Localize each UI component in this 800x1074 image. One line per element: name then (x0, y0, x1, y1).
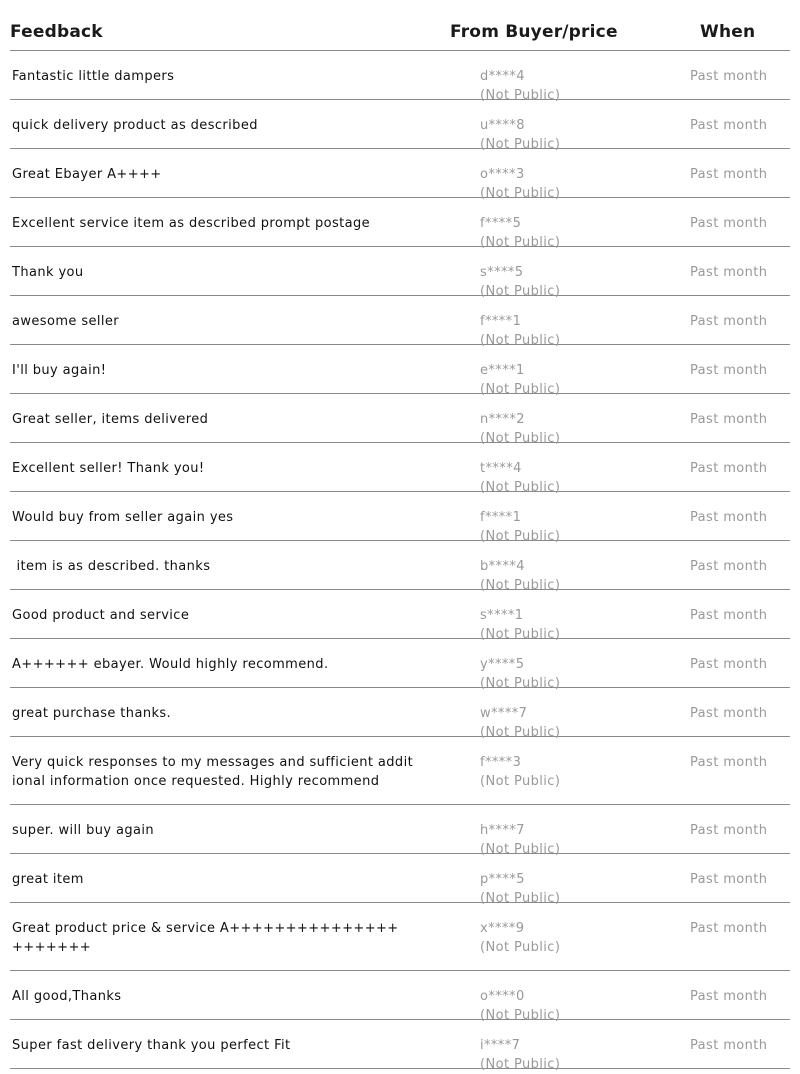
buyer-visibility: (Not Public) (480, 774, 561, 789)
buyer-visibility: (Not Public) (480, 725, 561, 740)
feedback-comment: Would buy from seller again yes (12, 510, 234, 525)
feedback-comment: super. will buy again (12, 823, 155, 838)
buyer-id: d****4 (480, 69, 525, 84)
table-row (10, 443, 790, 495)
feedback-date: Past month (690, 265, 768, 280)
feedback-comment: Good product and service (12, 608, 190, 623)
table-row (10, 247, 790, 299)
buyer-id: f****5 (480, 216, 522, 231)
feedback-date: Past month (690, 216, 768, 231)
feedback-comment: Excellent seller! Thank you! (12, 461, 205, 476)
table-row (10, 100, 790, 152)
buyer-id: x****9 (480, 921, 525, 936)
feedback-date: Past month (690, 118, 768, 133)
buyer-cell (480, 1036, 560, 1074)
buyer-id: e****1 (480, 363, 525, 378)
feedback-date: Past month (690, 363, 768, 378)
feedback-comment: A++++++ ebayer. Would highly recommend. (12, 657, 329, 672)
feedback-comment: All good,Thanks (12, 989, 122, 1004)
feedback-date: Past month (690, 1038, 768, 1053)
buyer-visibility: (Not Public) (480, 137, 561, 152)
column-header-buyer-price: From Buyer/price (450, 22, 618, 42)
feedback-comment: item is as described. thanks (12, 559, 211, 574)
buyer-cell (480, 753, 560, 791)
table-row (10, 492, 790, 544)
feedback-date: Past month (690, 167, 768, 182)
feedback-date: Past month (690, 608, 768, 623)
table-row (10, 149, 790, 201)
feedback-date: Past month (690, 657, 768, 672)
table-row (10, 737, 790, 805)
buyer-id: t****4 (480, 461, 522, 476)
feedback-comment: Great Ebayer A++++ (12, 167, 162, 182)
buyer-id: o****0 (480, 989, 525, 1004)
table-row (10, 541, 790, 593)
table-row (10, 51, 790, 103)
feedback-comment: quick delivery product as described (12, 118, 258, 133)
feedback-comment: Great seller, items delivered (12, 412, 209, 427)
feedback-comment: Super fast delivery thank you perfect Fit (12, 1038, 291, 1053)
feedback-comment: Very quick responses to my messages and sufficient addit ional information once requested. Highly recommend (12, 755, 414, 789)
buyer-visibility: (Not Public) (480, 529, 561, 544)
feedback-table-body (10, 51, 790, 1072)
buyer-id: h****7 (480, 823, 525, 838)
buyer-visibility: (Not Public) (480, 1008, 561, 1023)
feedback-date: Past month (690, 872, 768, 887)
table-row (10, 854, 790, 906)
feedback-comment: awesome seller (12, 314, 120, 329)
buyer-visibility: (Not Public) (480, 940, 561, 955)
buyer-id: i****7 (480, 1038, 521, 1053)
buyer-visibility: (Not Public) (480, 186, 561, 201)
buyer-visibility: (Not Public) (480, 627, 561, 642)
table-row (10, 296, 790, 348)
buyer-id: n****2 (480, 412, 525, 427)
table-row (10, 639, 790, 691)
buyer-id: f****3 (480, 755, 522, 770)
buyer-visibility: (Not Public) (480, 1057, 561, 1072)
feedback-date: Past month (690, 706, 768, 721)
buyer-visibility: (Not Public) (480, 891, 561, 906)
buyer-visibility: (Not Public) (480, 333, 561, 348)
buyer-visibility: (Not Public) (480, 842, 561, 857)
table-row (10, 971, 790, 1023)
feedback-comment: Excellent service item as described prompt postage (12, 216, 371, 231)
buyer-visibility: (Not Public) (480, 578, 561, 593)
buyer-id: p****5 (480, 872, 525, 887)
buyer-id: s****5 (480, 265, 524, 280)
buyer-visibility: (Not Public) (480, 676, 561, 691)
buyer-cell (480, 919, 560, 957)
feedback-comment: great item (12, 872, 84, 887)
buyer-id: u****8 (480, 118, 525, 133)
buyer-id: f****1 (480, 510, 522, 525)
feedback-date: Past month (690, 823, 768, 838)
feedback-comment: Thank you (12, 265, 84, 280)
feedback-comment: I'll buy again! (12, 363, 107, 378)
feedback-date: Past month (690, 989, 768, 1004)
column-header-feedback: Feedback (10, 22, 103, 42)
buyer-id: s****1 (480, 608, 524, 623)
buyer-visibility: (Not Public) (480, 480, 561, 495)
table-row (10, 345, 790, 397)
table-row (10, 688, 790, 740)
table-row (10, 805, 790, 857)
column-header-when: When (700, 22, 756, 42)
feedback-date: Past month (690, 921, 768, 936)
buyer-visibility: (Not Public) (480, 284, 561, 299)
feedback-date: Past month (690, 69, 768, 84)
feedback-date: Past month (690, 559, 768, 574)
feedback-date: Past month (690, 412, 768, 427)
table-row (10, 903, 790, 971)
table-row (10, 590, 790, 642)
buyer-id: b****4 (480, 559, 525, 574)
buyer-visibility: (Not Public) (480, 382, 561, 397)
buyer-visibility: (Not Public) (480, 431, 561, 446)
feedback-comment: Fantastic little dampers (12, 69, 175, 84)
feedback-comment: great purchase thanks. (12, 706, 172, 721)
table-row (10, 394, 790, 446)
feedback-date: Past month (690, 755, 768, 770)
buyer-visibility: (Not Public) (480, 88, 561, 103)
table-row (10, 1020, 790, 1072)
buyer-id: w****7 (480, 706, 528, 721)
buyer-id: f****1 (480, 314, 522, 329)
table-row (10, 198, 790, 250)
feedback-date: Past month (690, 461, 768, 476)
buyer-id: o****3 (480, 167, 525, 182)
feedback-table-header (10, 18, 790, 51)
feedback-date: Past month (690, 314, 768, 329)
buyer-visibility: (Not Public) (480, 235, 561, 250)
feedback-date: Past month (690, 510, 768, 525)
buyer-id: y****5 (480, 657, 525, 672)
feedback-comment: Great product price & service A+++++++++++++++ +++++++ (12, 921, 399, 955)
